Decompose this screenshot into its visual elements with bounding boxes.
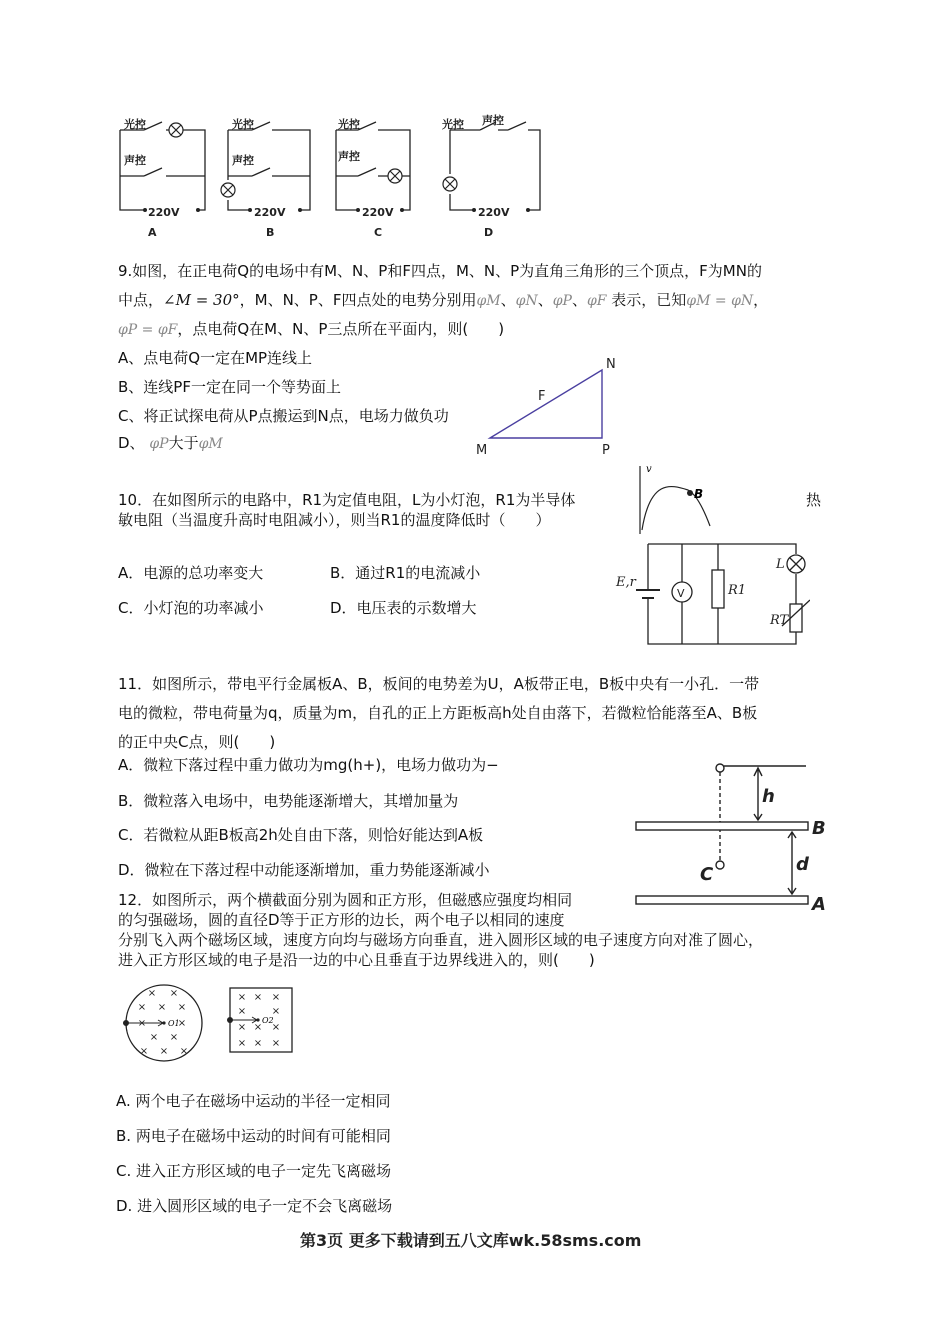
q10-option-a: A．电源的总功率变大 <box>118 564 264 582</box>
light-control-label: 光控 <box>232 118 254 131</box>
q9-stem-line3 <box>118 316 504 343</box>
field-cross-mark: × <box>137 1002 147 1013</box>
q9-stem2-post: 表示，已知 <box>611 291 687 309</box>
plate-a-label: A <box>812 894 826 915</box>
q9-angle-m: ∠M = 30° <box>163 291 240 309</box>
q9-stem2-mid: ，M、N、P、F四点处的电势分别用 <box>239 291 477 309</box>
q12-option-d: D. 进入圆形区域的电子一定不会飞离磁场 <box>116 1197 393 1215</box>
field-cross-mark: × <box>271 1038 281 1049</box>
q9-option-d <box>118 430 223 457</box>
q10-stem-line1: 10．在如图所示的电路中，R1为定值电阻，L为小灯泡，R1为半导体 <box>118 491 576 509</box>
point-b-label: B <box>694 487 704 501</box>
q9-option-d-prefix: D、 <box>118 434 145 452</box>
field-cross-mark: × <box>139 1046 149 1057</box>
axis-v-label: v <box>646 464 652 475</box>
field-cross-mark: × <box>147 988 157 999</box>
plate-a <box>636 896 808 904</box>
triangle-mnp <box>490 370 602 438</box>
q12-stem-line3: 分别飞入两个磁场区域，速度方向均与磁场方向垂直，进入圆形区域的电子速度方向对准了圆心， <box>118 931 764 949</box>
point-c-label: C <box>700 864 714 885</box>
option-letter-b: B <box>266 226 275 239</box>
phi-p: φP <box>552 293 572 309</box>
field-cross-mark: × <box>253 1022 263 1033</box>
field-cross-mark: × <box>179 1046 189 1057</box>
circuit-options-figure <box>110 108 550 243</box>
q10-stem-hot: 热 <box>806 491 822 509</box>
field-cross-mark: × <box>271 1022 281 1033</box>
phi-n: φN <box>515 293 538 309</box>
triangle-mnp-figure <box>470 352 630 460</box>
q9-stem-line2: 中点，∠M = 30°，M、N、P、F四点处的电势分别用φM、φN、φP、φF 表示，已知φM = φN， <box>118 291 769 309</box>
q9-equation-2: φP = φF <box>118 322 178 338</box>
parallel-plates-figure <box>630 758 832 916</box>
phi-m: φM <box>198 436 223 452</box>
r1-label: R1 <box>728 583 747 598</box>
light-control-label: 光控 <box>338 118 360 131</box>
q9-stem2-pre: 中点， <box>118 291 164 309</box>
q9-option-b: B、连线PF一定在同一个等势面上 <box>118 378 341 396</box>
lamp-l-label: L <box>776 557 785 572</box>
q9-equation-1: φM = φN <box>686 293 754 309</box>
phi-p: φP <box>149 436 169 452</box>
field-cross-mark: × <box>177 1018 187 1029</box>
q9-option-c: C、将正试探电荷从P点搬运到N点，电场力做负功 <box>118 407 449 425</box>
sound-control-label: 声控 <box>482 114 504 127</box>
o2-label: O2 <box>262 1016 274 1025</box>
field-cross-mark: × <box>237 1038 247 1049</box>
phi-f: φF <box>586 293 607 309</box>
field-cross-mark: × <box>237 1006 247 1017</box>
point-f-label: F <box>538 389 546 404</box>
field-cross-mark: × <box>253 992 263 1003</box>
q9-option-d-mid: 大于 <box>168 434 199 452</box>
light-control-label: 光控 <box>124 118 146 131</box>
sound-control-label: 声控 <box>232 154 254 167</box>
h-label: h <box>762 786 775 807</box>
magnetic-field-figure <box>118 982 298 1066</box>
field-cross-mark: × <box>137 1018 147 1029</box>
q10-option-d: D．电压表的示数增大 <box>330 599 477 617</box>
q11-stem-line2: 电的微粒，带电荷量为q，质量为m，自孔的正上方距板高h处自由落下，若微粒恰能落至A、B板 <box>118 704 758 722</box>
q12-stem-line4: 进入正方形区域的电子是沿一边的中心且垂直于边界线进入的，则( ) <box>118 951 595 969</box>
q12-option-b: B. 两电子在磁场中运动的时间有可能相同 <box>116 1127 391 1145</box>
field-cross-mark: × <box>237 992 247 1003</box>
q11-stem-line3: 的正中央C点，则( ) <box>118 733 276 751</box>
option-letter-d: D <box>484 226 494 239</box>
q12-option-a: A. 两个电子在磁场中运动的半径一定相同 <box>116 1092 391 1110</box>
field-cross-mark: × <box>271 992 281 1003</box>
d-label: d <box>796 854 809 875</box>
q11-option-c: C．若微粒从距B板高2h处自由下落，则恰好能达到A板 <box>118 826 484 844</box>
point-p-label: P <box>602 443 610 458</box>
sound-control-label: 声控 <box>338 150 360 163</box>
q10-option-b: B．通过R1的电流减小 <box>330 564 481 582</box>
option-letter-c: C <box>374 226 383 239</box>
field-cross-mark: × <box>169 1032 179 1043</box>
velocity-curve-figure <box>630 460 720 540</box>
voltage-label: 220V <box>254 206 286 219</box>
voltage-label: 220V <box>362 206 394 219</box>
field-cross-mark: × <box>169 988 179 999</box>
q9-stem3: ，点电荷Q在M、N、P三点所在平面内，则( ) <box>177 320 505 338</box>
q12-stem-line1: 12．如图所示，两个横截面分别为圆和正方形，但磁感应强度均相同 <box>118 891 573 909</box>
plate-b-label: B <box>812 818 826 839</box>
sound-control-label: 声控 <box>124 154 146 167</box>
field-cross-mark: × <box>253 1038 263 1049</box>
light-control-label: 光控 <box>442 118 464 131</box>
q9-option-a: A、点电荷Q一定在MP连线上 <box>118 349 313 367</box>
q11-stem-line1: 11．如图所示，带电平行金属板A、B，板间的电势差为U，A板带正电，B板中央有一小孔．一带 <box>118 675 760 693</box>
phi-m: φM <box>476 293 501 309</box>
plate-b <box>636 822 808 830</box>
o1-label: O1 <box>168 1019 180 1028</box>
rt-label: RT <box>770 613 789 628</box>
q12-option-c: C. 进入正方形区域的电子一定先飞离磁场 <box>116 1162 392 1180</box>
field-cross-mark: × <box>157 1002 167 1013</box>
point-n-label: N <box>606 357 616 372</box>
q12-stem-line2: 的匀强磁场，圆的直径D等于正方形的边长，两个电子以相同的速度 <box>118 911 565 929</box>
voltage-label: 220V <box>148 206 180 219</box>
option-letter-a: A <box>148 226 157 239</box>
field-cross-mark: × <box>177 1002 187 1013</box>
q10-option-c: C．小灯泡的功率减小 <box>118 599 264 617</box>
q11-option-b: B．微粒落入电场中，电势能逐渐增大，其增加量为 <box>118 792 459 810</box>
q11-option-a: A．微粒下落过程中重力做功为mg(h+)，电场力做功为− <box>118 756 499 774</box>
field-cross-mark: × <box>149 1032 159 1043</box>
field-cross-mark: × <box>271 1006 281 1017</box>
source-label: E,r <box>616 575 636 590</box>
field-cross-mark: × <box>159 1046 169 1057</box>
q10-circuit-figure <box>610 538 810 650</box>
voltage-label: 220V <box>478 206 510 219</box>
voltmeter-label: V <box>677 587 685 600</box>
point-m-label: M <box>476 443 488 458</box>
q10-stem-line2: 敏电阻（当温度升高时电阻减小），则当R1的温度降低时（ ） <box>118 511 551 529</box>
field-cross-mark: × <box>237 1022 247 1033</box>
q9-stem-line1: 9.如图，在正电荷Q的电场中有M、N、P和F四点，M、N、P为直角三角形的三个顶点，F为MN的 <box>118 262 762 280</box>
page-footer: 第3页 更多下载请到五八文库wk.58sms.com <box>300 1231 642 1250</box>
q11-option-d: D．微粒在下落过程中动能逐渐增加，重力势能逐渐减小 <box>118 861 490 879</box>
